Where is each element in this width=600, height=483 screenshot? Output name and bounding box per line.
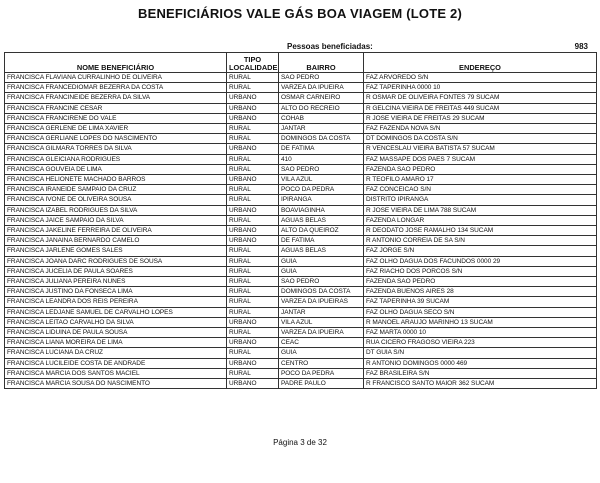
cell-endereco: FAZ MASSAPE DOS PAES 7 SUCAM xyxy=(364,154,597,164)
cell-bairro: IPIRANGA xyxy=(279,195,364,205)
cell-tipo-localidade: URBANO xyxy=(227,175,279,185)
cell-bairro: VILA AZUL xyxy=(279,175,364,185)
cell-endereco: R MANOEL ARAUJO MARINHO 13 SUCAM xyxy=(364,317,597,327)
cell-bairro: SAO PEDRO xyxy=(279,164,364,174)
header-tipo-localidade: TIPO LOCALIDADE xyxy=(227,53,279,73)
cell-endereco: FAZ BRASILEIRA S/N xyxy=(364,368,597,378)
cell-endereco: R DEODATO JOSE RAMALHO 134 SUCAM xyxy=(364,226,597,236)
cell-endereco: FAZ TAPERINHA 0000 10 xyxy=(364,83,597,93)
cell-tipo-localidade: URBANO xyxy=(227,338,279,348)
table-row xyxy=(5,358,597,368)
cell-nome: FRANCISCA LUCIANA DA CRUZ xyxy=(5,348,227,358)
cell-tipo-localidade: URBANO xyxy=(227,113,279,123)
header-nome: NOME BENEFICIÁRIO xyxy=(5,53,227,73)
cell-tipo-localidade: RURAL xyxy=(227,195,279,205)
table-row xyxy=(5,124,597,134)
cell-tipo-localidade: RURAL xyxy=(227,83,279,93)
beneficiaries-label: Pessoas beneficiadas: xyxy=(287,42,373,51)
cell-bairro: DE FATIMA xyxy=(279,144,364,154)
cell-endereco: R JOSE VIEIRA DE FREITAS 29 SUCAM xyxy=(364,113,597,123)
cell-tipo-localidade: RURAL xyxy=(227,266,279,276)
table-row xyxy=(5,328,597,338)
cell-bairro: CENTRO xyxy=(279,358,364,368)
table-row xyxy=(5,266,597,276)
cell-bairro: VARZEA DA IPUEIRA xyxy=(279,328,364,338)
cell-nome: FRANCISCA GERLIANE LOPES DO NASCIMENTO xyxy=(5,134,227,144)
cell-nome: FRANCISCA GOUVEIA DE LIMA xyxy=(5,164,227,174)
cell-nome: FRANCISCA LEITAO CARVALHO DA SILVA xyxy=(5,317,227,327)
cell-tipo-localidade: URBANO xyxy=(227,205,279,215)
cell-endereco: DT GUIA S/N xyxy=(364,348,597,358)
table-row xyxy=(5,175,597,185)
table-row xyxy=(5,338,597,348)
cell-bairro: GUIA xyxy=(279,256,364,266)
cell-nome: FRANCISCA IVONE DE OLIVEIRA SOUSA xyxy=(5,195,227,205)
cell-endereco: FAZENDA SAO PEDRO xyxy=(364,277,597,287)
cell-bairro: AGUAS BELAS xyxy=(279,215,364,225)
cell-bairro: JANTAR xyxy=(279,307,364,317)
cell-nome: FRANCISCA LIDUINA DE PAULA SOUSA xyxy=(5,328,227,338)
cell-tipo-localidade: RURAL xyxy=(227,368,279,378)
cell-nome: FRANCISCA FRANCIRENE DO VALE xyxy=(5,113,227,123)
cell-nome: FRANCISCA IRANEIDE SAMPAIO DA CRUZ xyxy=(5,185,227,195)
table-row xyxy=(5,246,597,256)
cell-endereco: FAZENDA LONGAR xyxy=(364,215,597,225)
cell-tipo-localidade: RURAL xyxy=(227,215,279,225)
cell-endereco: R TEOFILO AMARO 17 xyxy=(364,175,597,185)
cell-endereco: FAZENDA BUENOS AIRES 28 xyxy=(364,287,597,297)
cell-tipo-localidade: RURAL xyxy=(227,328,279,338)
table-row xyxy=(5,236,597,246)
cell-bairro: GUIA xyxy=(279,266,364,276)
table-row xyxy=(5,226,597,236)
cell-nome: FRANCISCA JUSTINO DA FONSECA LIMA xyxy=(5,287,227,297)
cell-endereco: DT DOMINGOS DA COSTA S/N xyxy=(364,134,597,144)
cell-tipo-localidade: RURAL xyxy=(227,134,279,144)
cell-tipo-localidade: URBANO xyxy=(227,93,279,103)
cell-bairro: CEAC xyxy=(279,338,364,348)
cell-endereco: R ANTONIO DOMINGOS 0000 469 xyxy=(364,358,597,368)
cell-endereco: DISTRITO IPIRANGA xyxy=(364,195,597,205)
cell-bairro: PADRE PAULO xyxy=(279,379,364,389)
cell-tipo-localidade: URBANO xyxy=(227,379,279,389)
table-row xyxy=(5,134,597,144)
table-row xyxy=(5,205,597,215)
cell-bairro: SAO PEDRO xyxy=(279,73,364,83)
cell-nome: FRANCISCA FRANCINE CESAR xyxy=(5,103,227,113)
table-row xyxy=(5,307,597,317)
cell-endereco: FAZ FAZENDA NOVA S/N xyxy=(364,124,597,134)
document-title: BENEFICIÁRIOS VALE GÁS BOA VIAGEM (LOTE 2) xyxy=(137,6,463,21)
cell-endereco: R VENCESLAU VIEIRA BATISTA 57 SUCAM xyxy=(364,144,597,154)
table-row xyxy=(5,379,597,389)
cell-nome: FRANCISCA GILMARA TORRES DA SILVA xyxy=(5,144,227,154)
cell-tipo-localidade: RURAL xyxy=(227,154,279,164)
cell-bairro: OSMAR CARNEIRO xyxy=(279,93,364,103)
cell-bairro: GUIA xyxy=(279,348,364,358)
cell-endereco: FAZ OLHO DAGUA SECO S/N xyxy=(364,307,597,317)
cell-bairro: VILA AZUL xyxy=(279,317,364,327)
cell-tipo-localidade: RURAL xyxy=(227,287,279,297)
cell-bairro: POCO DA PEDRA xyxy=(279,185,364,195)
cell-tipo-localidade: RURAL xyxy=(227,256,279,266)
cell-tipo-localidade: URBANO xyxy=(227,317,279,327)
table-row xyxy=(5,348,597,358)
table-row xyxy=(5,83,597,93)
cell-nome: FRANCISCA GERLENE DE LIMA XAVIER xyxy=(5,124,227,134)
table-row xyxy=(5,154,597,164)
cell-bairro: AGUAS BELAS xyxy=(279,246,364,256)
cell-bairro: POCO DA PEDRA xyxy=(279,368,364,378)
beneficiaries-table xyxy=(4,52,597,389)
cell-nome: FRANCISCA JAKELINE FERREIRA DE OLIVEIRA xyxy=(5,226,227,236)
table-row xyxy=(5,317,597,327)
cell-endereco: RUA CICERO FRAGOSO VIEIRA 223 xyxy=(364,338,597,348)
cell-tipo-localidade: RURAL xyxy=(227,73,279,83)
cell-endereco: R FRANCISCO SANTO MAIOR 362 SUCAM xyxy=(364,379,597,389)
cell-bairro: JANTAR xyxy=(279,124,364,134)
cell-endereco: FAZ MARTA 0000 10 xyxy=(364,328,597,338)
table-row xyxy=(5,93,597,103)
cell-nome: FRANCISCA LEANDRA DOS REIS PEREIRA xyxy=(5,297,227,307)
table-row xyxy=(5,185,597,195)
table-row xyxy=(5,368,597,378)
cell-nome: FRANCISCA LIANA MOREIRA DE LIMA xyxy=(5,338,227,348)
cell-endereco: FAZ OLHO DAGUA DOS FACUNDOS 0000 29 xyxy=(364,256,597,266)
cell-nome: FRANCISCA FRANCINEIDE BEZERRA DA SILVA xyxy=(5,93,227,103)
table-row xyxy=(5,144,597,154)
cell-nome: FRANCISCA MARCIA SOUSA DO NASCIMENTO xyxy=(5,379,227,389)
cell-tipo-localidade: RURAL xyxy=(227,348,279,358)
cell-tipo-localidade: URBANO xyxy=(227,236,279,246)
cell-tipo-localidade: URBANO xyxy=(227,226,279,236)
cell-nome: FRANCISCA JANAINA BERNARDO CAMELO xyxy=(5,236,227,246)
table-row xyxy=(5,73,597,83)
cell-bairro: BOAVIAGINHA xyxy=(279,205,364,215)
cell-endereco: FAZ TAPERINHA 39 SUCAM xyxy=(364,297,597,307)
cell-bairro: DOMINGOS DA COSTA xyxy=(279,134,364,144)
cell-nome: FRANCISCA MARCIA DOS SANTOS MACIEL xyxy=(5,368,227,378)
header-bairro: BAIRRO xyxy=(279,53,364,73)
cell-endereco: R JOSE VIEIRA DE LIMA 788 SUCAM xyxy=(364,205,597,215)
cell-nome: FRANCISCA LEDJANE SAMUEL DE CARVALHO LOPES xyxy=(5,307,227,317)
cell-tipo-localidade: URBANO xyxy=(227,103,279,113)
cell-tipo-localidade: RURAL xyxy=(227,185,279,195)
cell-tipo-localidade: RURAL xyxy=(227,297,279,307)
cell-tipo-localidade: URBANO xyxy=(227,144,279,154)
cell-nome: FRANCISCA GLEICIANA RODRIGUES xyxy=(5,154,227,164)
table-body xyxy=(5,73,597,389)
cell-bairro: ALTO DA QUEIROZ xyxy=(279,226,364,236)
table-row xyxy=(5,277,597,287)
cell-tipo-localidade: RURAL xyxy=(227,164,279,174)
cell-tipo-localidade: RURAL xyxy=(227,124,279,134)
cell-bairro: ALTO DO RECREIO xyxy=(279,103,364,113)
cell-bairro: COHAB xyxy=(279,113,364,123)
cell-nome: FRANCISCA FLAVIANA CURRALINHO DE OLIVEIRA xyxy=(5,73,227,83)
cell-nome: FRANCISCA IZABEL RODRIGUES DA SILVA xyxy=(5,205,227,215)
table-row xyxy=(5,215,597,225)
table-row xyxy=(5,113,597,123)
beneficiaries-count: 983 xyxy=(574,42,588,51)
cell-tipo-localidade: RURAL xyxy=(227,307,279,317)
cell-tipo-localidade: RURAL xyxy=(227,246,279,256)
cell-nome: FRANCISCA JARLENE GOMES SALES xyxy=(5,246,227,256)
page-number: Página 3 de 32 xyxy=(273,438,327,447)
cell-nome: FRANCISCA JOANA DARC RODRIGUES DE SOUSA xyxy=(5,256,227,266)
cell-bairro: SAO PEDRO xyxy=(279,277,364,287)
cell-nome: FRANCISCA LUCILEIDE COSTA DE ANDRADE xyxy=(5,358,227,368)
cell-endereco: FAZ JORGE S/N xyxy=(364,246,597,256)
cell-endereco: FAZENDA SAO PEDRO xyxy=(364,164,597,174)
cell-endereco: R ANTONIO CORREIA DE SA S/N xyxy=(364,236,597,246)
table-row xyxy=(5,287,597,297)
table-header-row xyxy=(5,53,597,73)
cell-bairro: DE FATIMA xyxy=(279,236,364,246)
cell-nome: FRANCISCA HELIONETE MACHADO BARROS xyxy=(5,175,227,185)
cell-bairro: DOMINGOS DA COSTA xyxy=(279,287,364,297)
table-row xyxy=(5,164,597,174)
cell-bairro: 410 xyxy=(279,154,364,164)
cell-tipo-localidade: RURAL xyxy=(227,277,279,287)
table-row xyxy=(5,103,597,113)
cell-nome: FRANCISCA JUCELIA DE PAULA SOARES xyxy=(5,266,227,276)
cell-nome: FRANCISCA FRANCEDIOMAR BEZERRA DA COSTA xyxy=(5,83,227,93)
cell-nome: FRANCISCA JAICE SAMPAIO DA SILVA xyxy=(5,215,227,225)
cell-bairro: VARZEA DA IPUEIRA xyxy=(279,83,364,93)
table-row xyxy=(5,195,597,205)
cell-endereco: FAZ RIACHO DOS PORCOS S/N xyxy=(364,266,597,276)
table-row xyxy=(5,256,597,266)
cell-bairro: VARZEA DA IPUEIRAS xyxy=(279,297,364,307)
header-endereco: ENDEREÇO xyxy=(364,53,597,73)
cell-endereco: FAZ ARVOREDO S/N xyxy=(364,73,597,83)
cell-tipo-localidade: URBANO xyxy=(227,358,279,368)
table-row xyxy=(5,297,597,307)
cell-nome: FRANCISCA JULIANA PEREIRA NUNES xyxy=(5,277,227,287)
cell-endereco: R OSMAR DE OLIVEIRA FONTES 79 SUCAM xyxy=(364,93,597,103)
cell-endereco: R GELCINA VIEIRA DE FREITAS 449 SUCAM xyxy=(364,103,597,113)
cell-endereco: FAZ CONCEICAO S/N xyxy=(364,185,597,195)
